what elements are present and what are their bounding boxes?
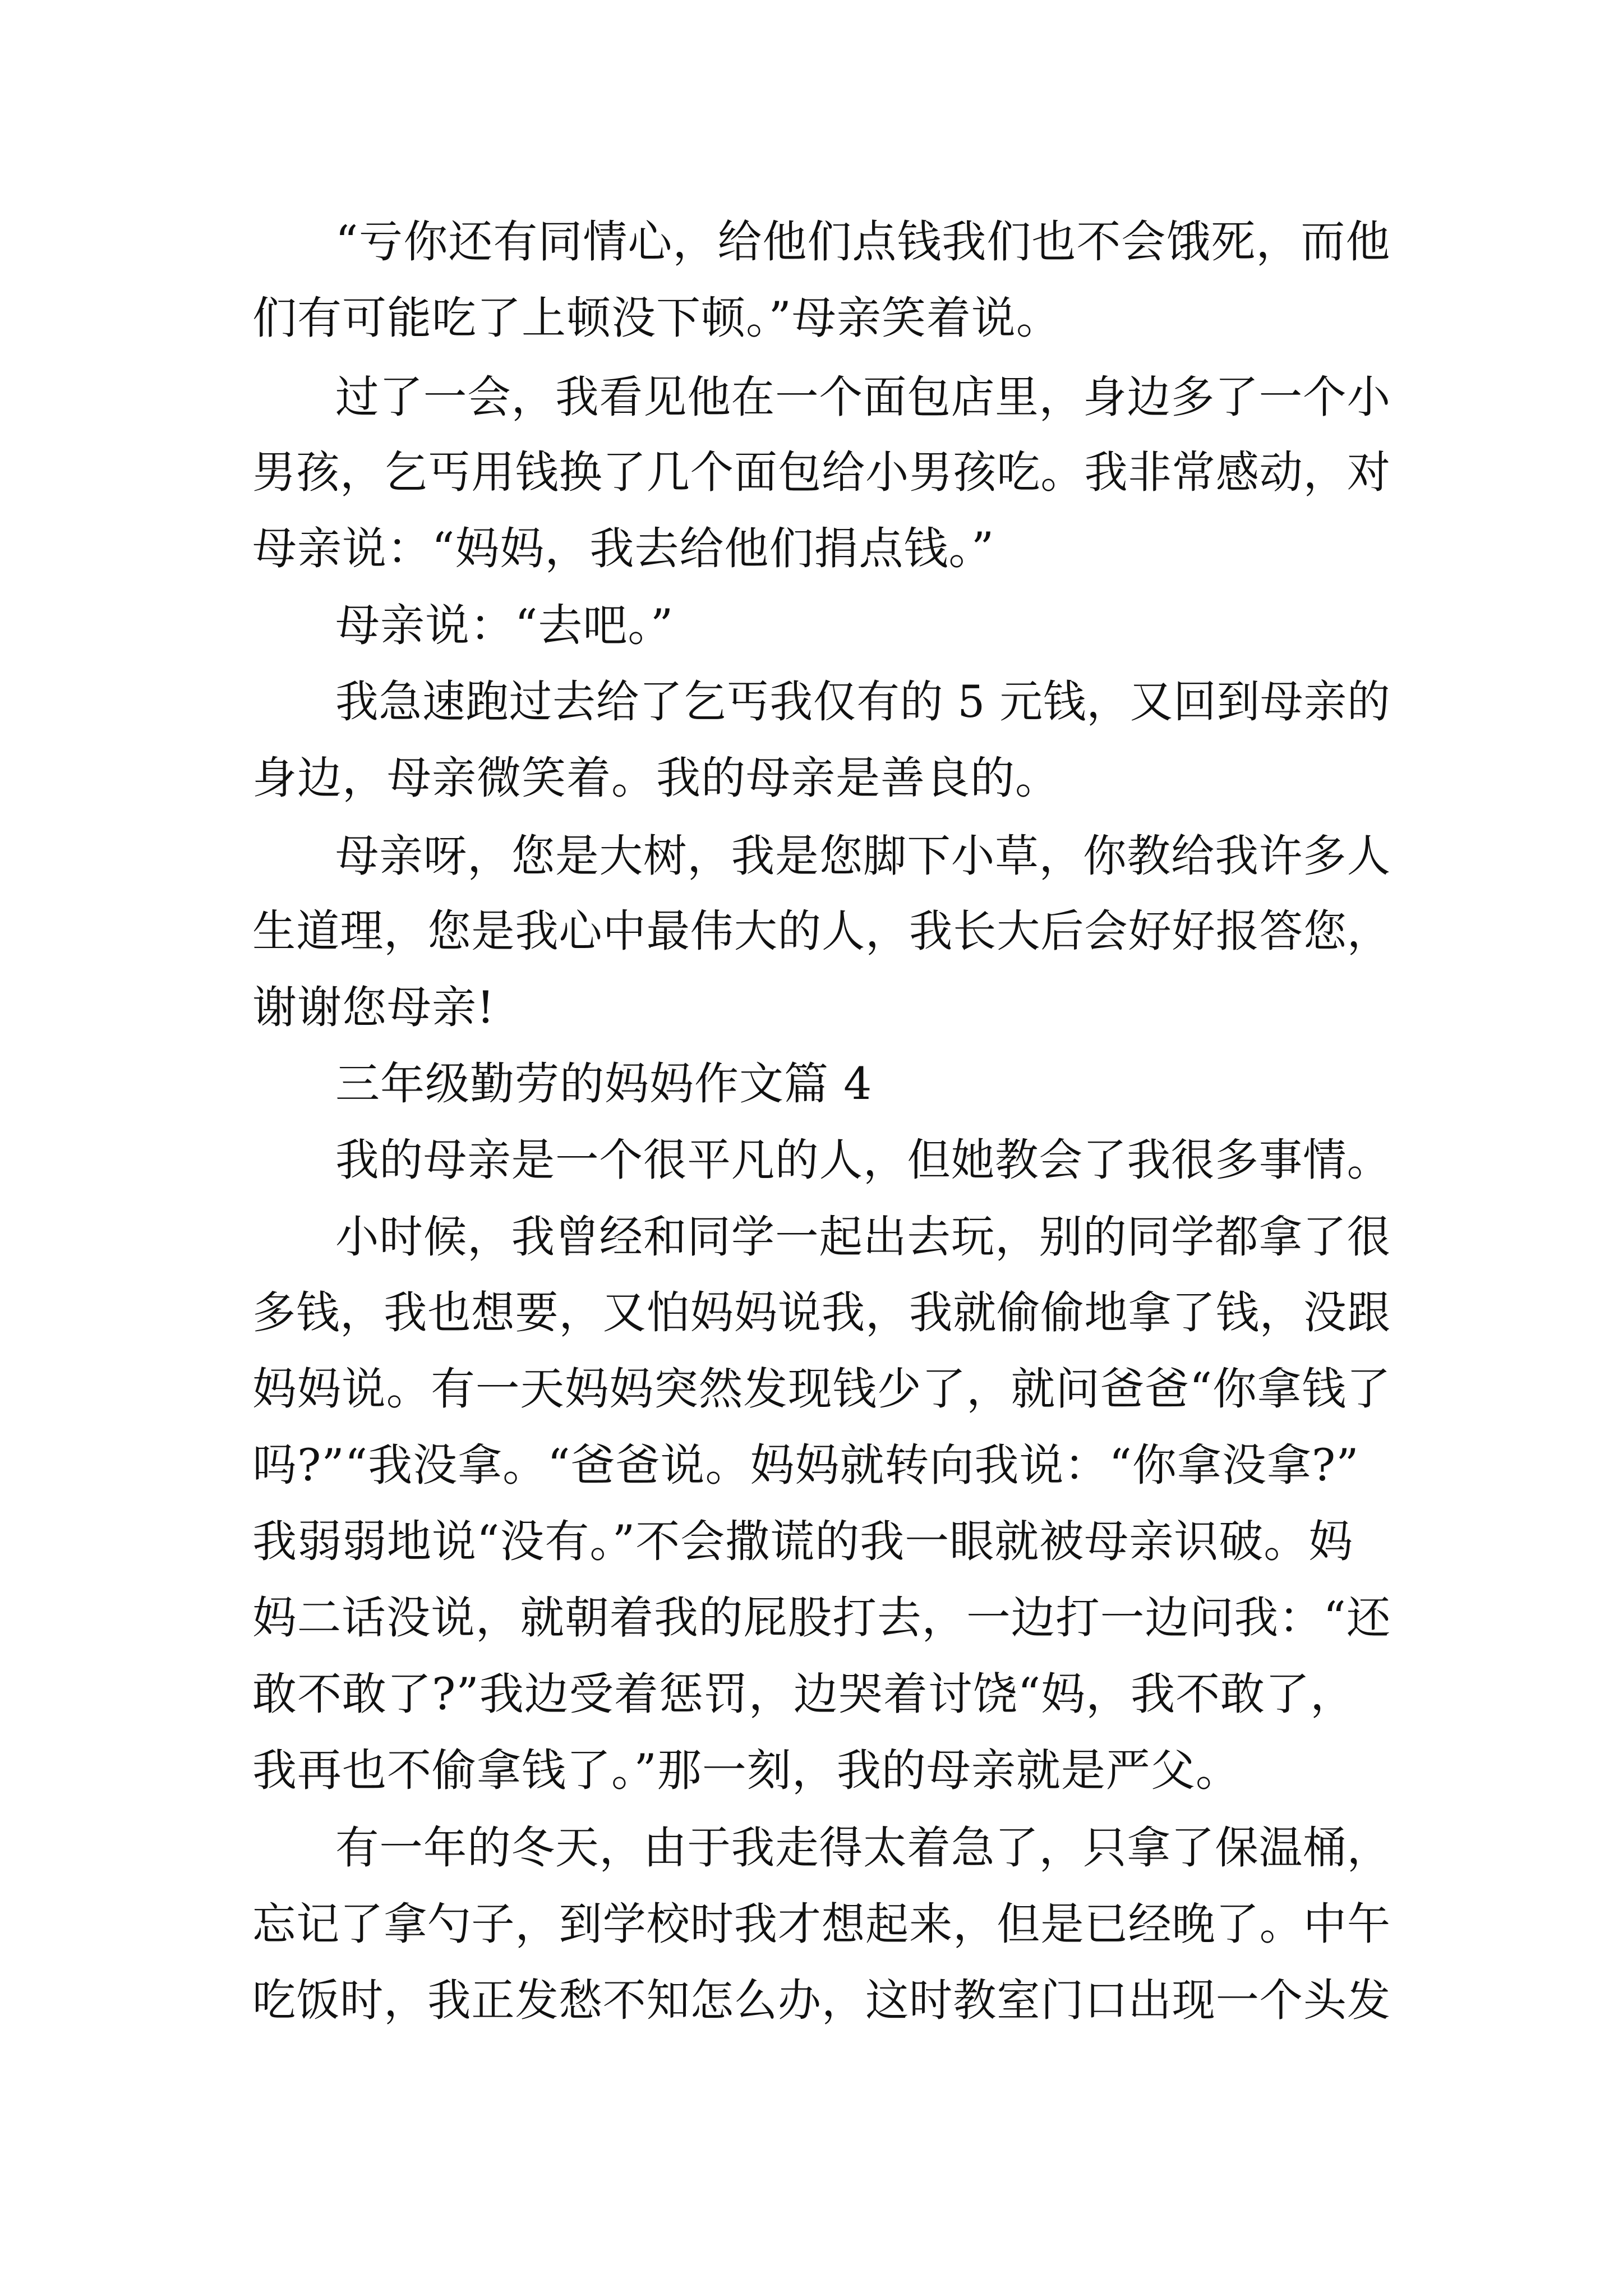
text-line: “亏你还有同情心，给他们点钱我们也不会饿死，而他 <box>335 216 1391 268</box>
text-line: 我急速跑过去给了乞丐我仅有的 5 元钱，又回到母亲的 <box>335 676 1391 728</box>
text-line: 忘记了拿勺子，到学校时我才想起来，但是已经晚了。中午 <box>252 1898 1391 1950</box>
text-line: 母亲说：“去吧。” <box>335 600 674 651</box>
text-line: 吃饭时，我正发愁不知怎么办，这时教室门口出现一个头发 <box>252 1975 1391 2026</box>
text-line: 有一年的冬天，由于我走得太着急了，只拿了保温桶， <box>335 1822 1391 1874</box>
text-line: 我的母亲是一个很平凡的人，但她教会了我很多事情。 <box>335 1134 1391 1186</box>
text-line: 生道理，您是我心中最伟大的人，我长大后会好好报答您， <box>252 905 1391 957</box>
text-line: 母亲说：“妈妈，我去给他们捐点钱。” <box>252 523 995 574</box>
text-line: 吗?”“我没拿。“爸爸说。妈妈就转向我说：“你拿没拿?” <box>252 1439 1359 1491</box>
text-line: 们有可能吃了上顿没下顿。”母亲笑着说。 <box>252 292 1061 344</box>
text-line: 我弱弱地说“没有。”不会撒谎的我一眼就被母亲识破。妈 <box>252 1516 1354 1567</box>
text-line: 小时候，我曾经和同学一起出去玩，别的同学都拿了很 <box>335 1211 1391 1263</box>
text-line: 我再也不偷拿钱了。”那一刻，我的母亲就是严父。 <box>252 1745 1241 1796</box>
text-line: 谢谢您母亲! <box>252 982 495 1033</box>
text-line: 过了一会，我看见他在一个面包店里，身边多了一个小 <box>335 371 1391 423</box>
text-line: 妈妈说。有一天妈妈突然发现钱少了，就问爸爸“你拿钱了 <box>252 1363 1391 1415</box>
text-line: 母亲呀，您是大树，我是您脚下小草，你教给我许多人 <box>335 830 1391 882</box>
text-line: 敢不敢了?”我边受着惩罚，边哭着讨饶“妈，我不敢了， <box>252 1668 1355 1720</box>
text-line: 身边，母亲微笑着。我的母亲是善良的。 <box>252 752 1060 804</box>
text-line: 妈二话没说，就朝着我的屁股打去，一边打一边问我：“还 <box>252 1592 1391 1644</box>
text-line: 多钱，我也想要，又怕妈妈说我，我就偷偷地拿了钱，没跟 <box>252 1287 1391 1338</box>
section-heading: 三年级勤劳的妈妈作文篇 4 <box>335 1058 873 1110</box>
text-line: 男孩，乞丐用钱换了几个面包给小男孩吃。我非常感动，对 <box>252 447 1391 498</box>
